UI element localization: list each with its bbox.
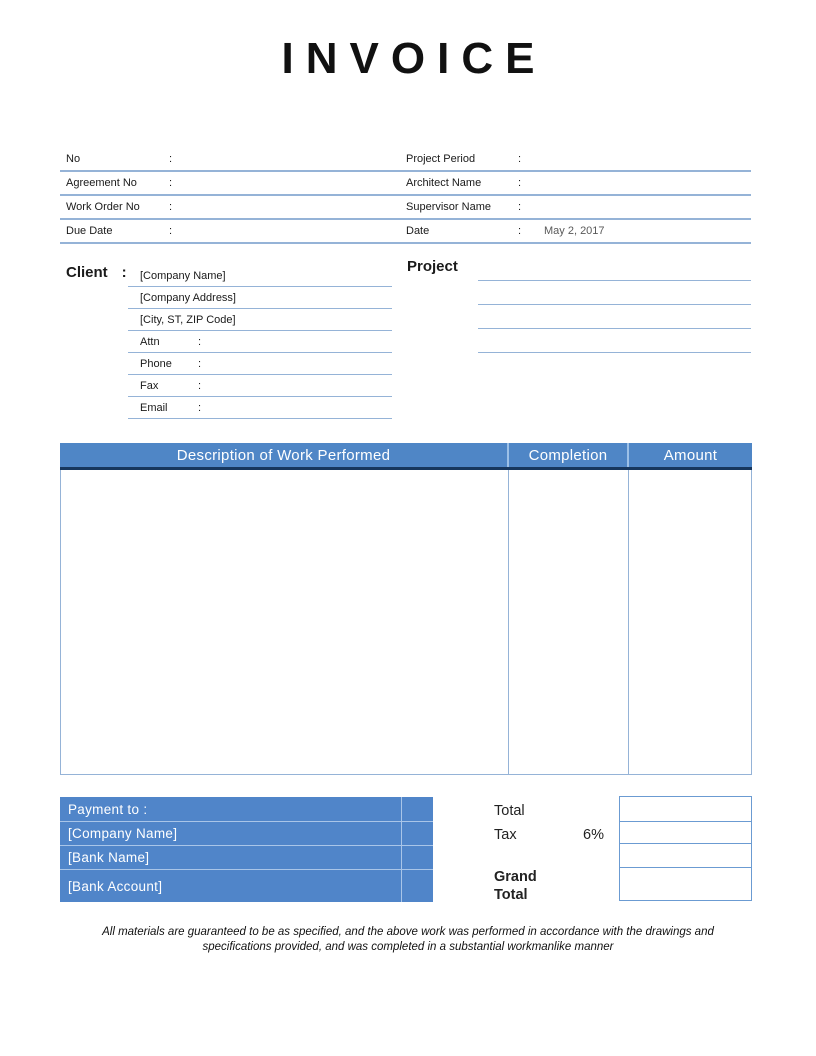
meta-row-work-order xyxy=(60,196,751,220)
payment-narrow-cell xyxy=(401,870,433,902)
fax-label: Fax xyxy=(140,379,159,392)
colon: : xyxy=(198,357,202,370)
project-period-label: Project Period xyxy=(406,153,476,165)
client-phone-field[interactable] xyxy=(128,353,392,375)
payment-bank-name: [Bank Name] xyxy=(68,850,150,865)
no-label: No xyxy=(66,153,81,165)
colon: : xyxy=(198,335,202,348)
payment-to-label: Payment to : xyxy=(68,801,148,817)
guarantee-note xyxy=(48,925,768,955)
colon: : xyxy=(518,153,522,165)
grand-total-label: Grand Total xyxy=(494,869,537,903)
date-label: Date xyxy=(406,225,430,237)
client-company-address-field[interactable] xyxy=(128,287,392,309)
project-line-1[interactable] xyxy=(478,257,751,281)
architect-name-value-field[interactable] xyxy=(530,172,751,194)
project-period-value-field[interactable] xyxy=(530,148,751,170)
payment-bank-account-row[interactable] xyxy=(60,869,433,902)
colon: : xyxy=(169,153,173,165)
tax-rate: 6% xyxy=(583,827,604,843)
colon: : xyxy=(518,225,522,237)
guarantee-note-line2: specifications provided, and was completed in a substantial workmanlike manner xyxy=(202,941,614,953)
client-heading xyxy=(66,264,127,281)
description-cell[interactable] xyxy=(61,470,508,774)
client-attn-field[interactable] xyxy=(128,331,392,353)
project-heading: Project xyxy=(407,258,458,275)
amount-column-header: Amount xyxy=(627,443,752,467)
payment-narrow-cell xyxy=(401,797,433,821)
project-line-2[interactable] xyxy=(478,281,751,305)
colon: : xyxy=(121,264,127,281)
company-address-placeholder: [Company Address] xyxy=(140,291,236,304)
payment-narrow-cell xyxy=(401,846,433,869)
completion-cell[interactable] xyxy=(508,470,628,774)
work-table-body xyxy=(60,470,752,775)
colon: : xyxy=(198,401,202,414)
payment-narrow-cell xyxy=(401,822,433,845)
meta-row-agreement xyxy=(60,172,751,196)
attn-label: Attn xyxy=(140,335,160,348)
payment-company-name-row[interactable] xyxy=(60,821,433,845)
project-line-3[interactable] xyxy=(478,305,751,329)
email-label: Email xyxy=(140,401,168,414)
client-fax-field[interactable] xyxy=(128,375,392,397)
blank-amount-box[interactable] xyxy=(619,843,752,868)
page-title: INVOICE xyxy=(281,34,547,83)
city-st-zip-placeholder: [City, ST, ZIP Code] xyxy=(140,313,236,326)
grand-total-amount-box[interactable] xyxy=(619,867,752,901)
description-column-header: Description of Work Performed xyxy=(176,446,391,464)
total-label: Total xyxy=(494,803,525,819)
payment-bank-name-row[interactable] xyxy=(60,845,433,869)
tax-amount-box[interactable] xyxy=(619,821,752,845)
payment-block xyxy=(60,797,433,902)
due-date-value-field[interactable] xyxy=(181,220,400,242)
due-date-label: Due Date xyxy=(66,225,113,237)
supervisor-name-label: Supervisor Name xyxy=(406,201,491,213)
payment-bank-account: [Bank Account] xyxy=(68,878,163,894)
work-order-no-value-field[interactable] xyxy=(181,196,400,218)
colon: : xyxy=(518,177,522,189)
project-fields xyxy=(478,257,751,353)
work-table-header xyxy=(60,443,752,470)
date-value[interactable]: May 2, 2017 xyxy=(544,225,605,237)
work-order-no-label: Work Order No xyxy=(66,201,140,213)
meta-row-due-date xyxy=(60,220,751,244)
tax-label: Tax xyxy=(494,827,517,843)
client-heading-text: Client xyxy=(66,264,108,281)
supervisor-name-value-field[interactable] xyxy=(530,196,751,218)
company-name-placeholder: [Company Name] xyxy=(140,269,226,282)
payment-to-header-row xyxy=(60,797,433,821)
client-fields xyxy=(128,265,392,419)
completion-column-header: Completion xyxy=(507,443,627,467)
meta-fields xyxy=(60,148,751,244)
no-value-field[interactable] xyxy=(181,148,400,170)
agreement-no-value-field[interactable] xyxy=(181,172,400,194)
agreement-no-label: Agreement No xyxy=(66,177,137,189)
client-city-st-zip-field[interactable] xyxy=(128,309,392,331)
colon: : xyxy=(169,225,173,237)
guarantee-note-line1: All materials are guaranteed to be as specified, and the above work was performed in accordance with the drawings and xyxy=(102,926,714,938)
meta-row-no xyxy=(60,148,751,172)
project-line-4[interactable] xyxy=(478,329,751,353)
colon: : xyxy=(198,379,202,392)
phone-label: Phone xyxy=(140,357,172,370)
colon: : xyxy=(518,201,522,213)
client-email-field[interactable] xyxy=(128,397,392,419)
work-table xyxy=(60,443,752,775)
client-company-name-field[interactable] xyxy=(128,265,392,287)
total-amount-box[interactable] xyxy=(619,796,752,822)
colon: : xyxy=(169,177,173,189)
architect-name-label: Architect Name xyxy=(406,177,482,189)
colon: : xyxy=(169,201,173,213)
payment-company-name: [Company Name] xyxy=(68,826,178,841)
totals-boxes xyxy=(619,796,752,901)
amount-cell[interactable] xyxy=(628,470,751,774)
